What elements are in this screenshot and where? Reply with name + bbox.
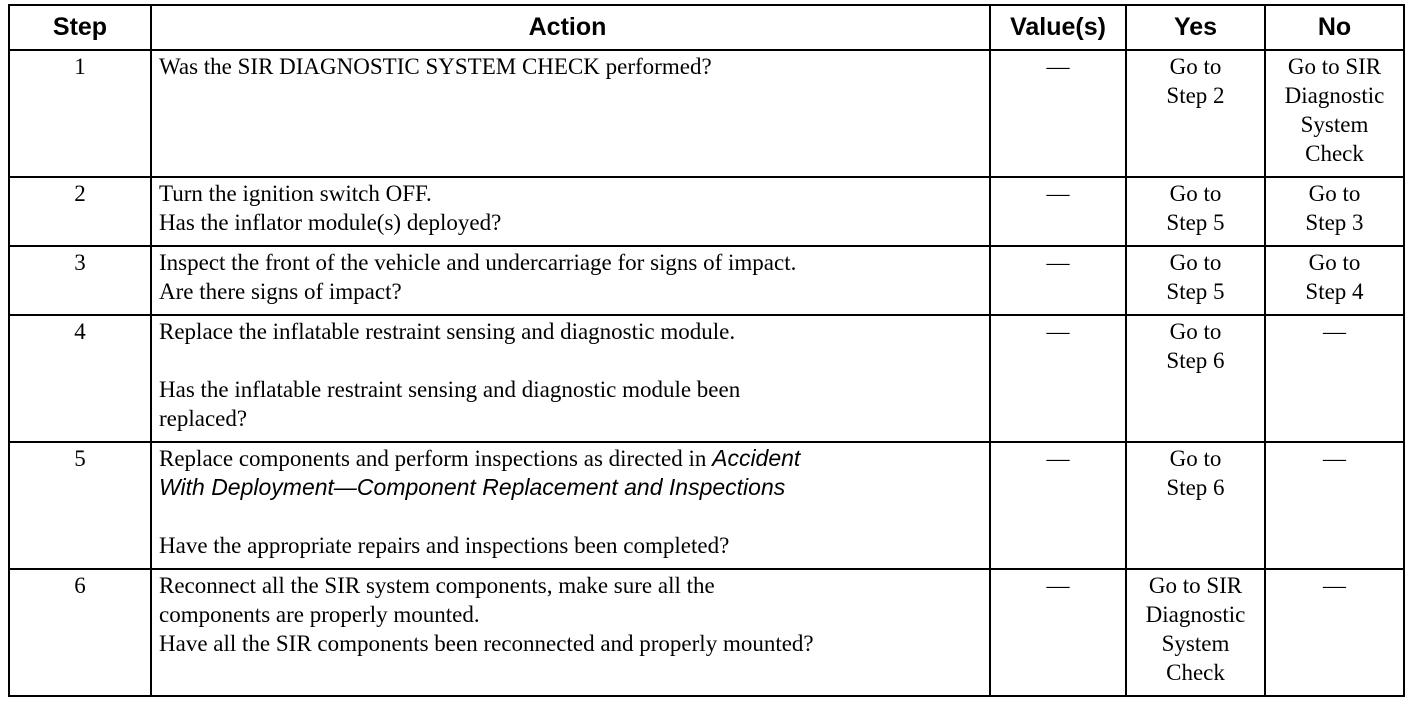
- yes-cell: [1126, 569, 1265, 696]
- blank-line: [159, 502, 983, 531]
- table-row: [9, 50, 1404, 177]
- action-text: Inspect the front of the vehicle and undercarriage for signs of impact.: [159, 250, 797, 275]
- action-text: Have the appropriate repairs and inspections been completed?: [159, 533, 730, 558]
- yes-text: Diagnostic: [1145, 602, 1246, 627]
- yes-text: Go to SIR: [1148, 573, 1243, 598]
- blank-line: [159, 346, 983, 375]
- yes-text: Step 5: [1166, 210, 1225, 235]
- table-row: [9, 569, 1404, 696]
- yes-text: Step 6: [1166, 348, 1225, 373]
- action-text: Are there signs of impact?: [159, 279, 402, 304]
- value-cell: —: [990, 569, 1126, 696]
- action-cell: [151, 246, 990, 315]
- table-row: [9, 315, 1404, 442]
- yes-text: Go to: [1169, 250, 1222, 275]
- yes-cell: [1126, 50, 1265, 177]
- step-number: 3: [9, 246, 151, 315]
- yes-text: System: [1161, 631, 1230, 656]
- yes-text: Step 2: [1166, 83, 1225, 108]
- no-cell: [1265, 569, 1404, 696]
- no-text: —: [1323, 319, 1346, 344]
- step-number: 1: [9, 50, 151, 177]
- header-values: Value(s): [990, 5, 1126, 50]
- action-cell: [151, 177, 990, 246]
- no-text: —: [1323, 446, 1346, 471]
- action-text: Replace the inflatable restraint sensing and diagnostic module.: [159, 319, 736, 344]
- header-row: [9, 5, 1404, 50]
- no-text: Check: [1305, 141, 1364, 166]
- no-text: Go to SIR: [1287, 54, 1382, 79]
- yes-cell: [1126, 315, 1265, 442]
- action-text: Have all the SIR components been reconnected and properly mounted?: [159, 631, 814, 656]
- yes-text: Check: [1166, 660, 1225, 685]
- no-text: —: [1323, 573, 1346, 598]
- table-row: [9, 177, 1404, 246]
- action-text: components are properly mounted.: [159, 602, 480, 627]
- action-text: Has the inflatable restraint sensing and diagnostic module been: [159, 377, 741, 402]
- no-cell: [1265, 315, 1404, 442]
- yes-text: Go to: [1169, 54, 1222, 79]
- table-row: [9, 442, 1404, 569]
- value-cell: —: [990, 442, 1126, 569]
- no-cell: [1265, 246, 1404, 315]
- yes-cell: [1126, 177, 1265, 246]
- yes-text: Step 6: [1166, 475, 1225, 500]
- no-text: Step 4: [1305, 279, 1364, 304]
- action-cell: [151, 315, 990, 442]
- no-cell: [1265, 177, 1404, 246]
- action-text: replaced?: [159, 406, 248, 431]
- table-row: [9, 246, 1404, 315]
- value-cell: —: [990, 315, 1126, 442]
- value-cell: —: [990, 246, 1126, 315]
- yes-text: Step 5: [1166, 279, 1225, 304]
- step-number: 5: [9, 442, 151, 569]
- header-no: No: [1265, 5, 1404, 50]
- step-number: 2: [9, 177, 151, 246]
- no-text: Diagnostic: [1284, 83, 1385, 108]
- action-cell: [151, 442, 990, 569]
- value-cell: —: [990, 177, 1126, 246]
- action-text: [159, 444, 983, 473]
- action-cell: [151, 569, 990, 696]
- no-cell: [1265, 50, 1404, 177]
- header-action: Action: [151, 5, 990, 50]
- no-text: Step 3: [1305, 210, 1364, 235]
- no-text: System: [1300, 112, 1369, 137]
- yes-cell: [1126, 442, 1265, 569]
- no-cell: [1265, 442, 1404, 569]
- reference-link-text: With Deployment—Component Replacement and Inspections: [159, 474, 786, 500]
- header-yes: Yes: [1126, 5, 1265, 50]
- value-cell: —: [990, 50, 1126, 177]
- action-intro-text: Replace components and perform inspections as directed in: [159, 446, 707, 471]
- yes-text: Go to: [1169, 446, 1222, 471]
- action-cell: [151, 50, 990, 177]
- yes-text: Go to: [1169, 319, 1222, 344]
- reference-link-text: Accident: [712, 445, 801, 471]
- action-text: Reconnect all the SIR system components, make sure all the: [159, 573, 715, 598]
- no-text: Go to: [1308, 250, 1361, 275]
- action-text: Turn the ignition switch OFF.: [159, 181, 432, 206]
- header-step: Step: [9, 5, 151, 50]
- action-text: Was the SIR DIAGNOSTIC SYSTEM CHECK performed?: [159, 54, 712, 79]
- step-number: 4: [9, 315, 151, 442]
- step-number: 6: [9, 569, 151, 696]
- yes-cell: [1126, 246, 1265, 315]
- action-text: Has the inflator module(s) deployed?: [159, 210, 502, 235]
- yes-text: Go to: [1169, 181, 1222, 206]
- diagnostic-table: [8, 4, 1405, 697]
- no-text: Go to: [1308, 181, 1361, 206]
